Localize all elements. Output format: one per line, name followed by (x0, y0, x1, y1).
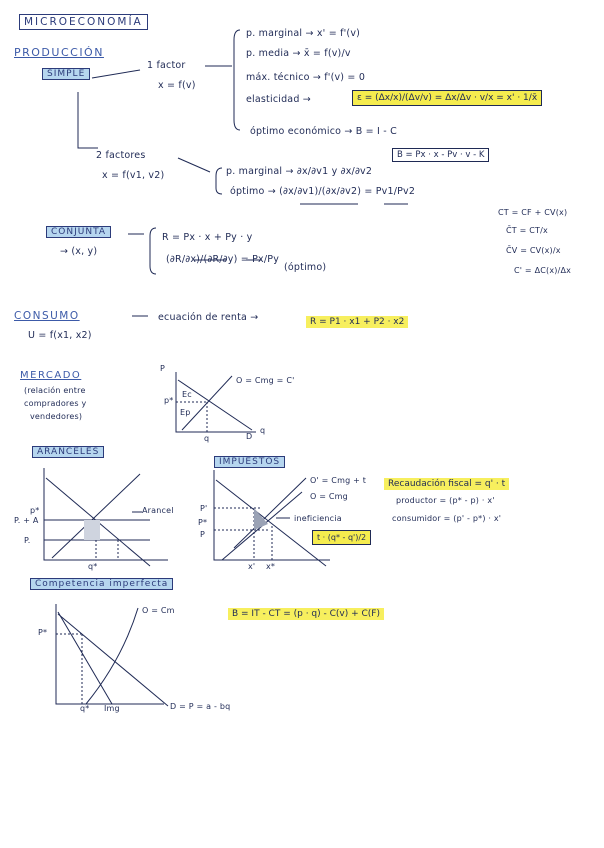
impuestos-inef: ineficiencia (294, 514, 342, 523)
mercado-qstar: q (204, 434, 210, 443)
imperfecta-beneficio: B = IT - CT = (p · q) - C(v) + C(F) (228, 608, 384, 620)
page-title: MICROECONOMÍA (19, 14, 148, 30)
impuestos-inef-formula: t · (q* - q')/2 (312, 530, 371, 545)
consumo-eq: U = f(x1, x2) (28, 330, 92, 341)
imperfecta-d-label: D = P = a - bq (170, 702, 231, 711)
mercado-axis-p: P (160, 364, 166, 373)
mercado-axis-q: q (260, 426, 266, 435)
aranceles-pplus: P. + A (14, 516, 39, 525)
imperfecta-p: P* (38, 628, 48, 637)
un-factor-label: 1 factor (147, 60, 186, 71)
mercado-heading: MERCADO (20, 370, 82, 381)
conjunta-opt: (∂R/∂x)/(∂R/∂y) = Px/Py (166, 254, 280, 265)
maxtecnico-line: máx. técnico → f'(v) = 0 (246, 72, 366, 83)
pm-dos-line: p. marginal → ∂x/∂v1 y ∂x/∂v2 (226, 166, 373, 177)
conjunta-opt-label: (óptimo) (284, 262, 327, 273)
mercado-desc-2: compradores y (24, 399, 87, 408)
mercado-d-label: D (246, 432, 253, 441)
bracket-dos-factores (216, 168, 222, 194)
imperfecta-chart (56, 604, 168, 706)
arrow-simple-to-factor (92, 70, 140, 78)
dos-factores-eq: x = f(v1, v2) (102, 170, 165, 181)
impuestos-recaudacion: Recaudación fiscal = q' · t (384, 478, 509, 490)
renta-eq: R = P1 · x1 + P2 · x2 (306, 316, 408, 328)
impuestos-pstar: P* (198, 518, 208, 527)
un-factor-eq: x = f(v) (158, 80, 196, 91)
mercado-desc-3: vendedores) (30, 412, 83, 421)
impuestos-xprime: x' (248, 562, 256, 571)
simple-label: SIMPLE (42, 68, 90, 80)
pmarginal-line: p. marginal → x' = f'(v) (246, 28, 361, 39)
aranceles-plow: P. (24, 536, 31, 545)
costes-cme: C̄T = CT/x (506, 226, 548, 235)
pmedia-line: p. media → x̄ = f(v)/v (246, 48, 351, 59)
aranceles-qstar: q* (88, 562, 98, 571)
mercado-ep: Ep (180, 408, 191, 417)
imperfecta-img: Img (104, 704, 120, 713)
mercado-pstar: p* (164, 396, 174, 405)
mercado-ec: Ec (182, 390, 192, 399)
bracket-produccion (234, 30, 240, 130)
impuestos-pprime: P' (200, 504, 208, 513)
aranceles-arancel: Arancel (142, 506, 174, 515)
imperfecta-q: q* (80, 704, 90, 713)
costes-cvme: C̄V = CV(x)/x (506, 246, 561, 255)
conjunta-eq: → (x, y) (60, 246, 98, 257)
consumo-heading: CONSUMO (14, 310, 80, 322)
imperfecta-ocm: O = Cm (142, 606, 175, 615)
impuestos-consumidor: consumidor = (p' - p*) · x' (392, 514, 502, 523)
impuestos-p: P (200, 530, 206, 539)
aranceles-chart (44, 468, 168, 566)
bracket-conjunta (150, 228, 156, 274)
consumo-mid: ecuación de renta → (158, 312, 259, 323)
mercado-curve-label: O = Cmg = C' (236, 376, 295, 385)
optimo-line: óptimo económico → B = I - C (250, 126, 397, 137)
produccion-heading: PRODUCCIÓN (14, 46, 104, 59)
dos-factores-label: 2 factores (96, 150, 146, 161)
elasticidad-line: elasticidad → (246, 94, 311, 105)
impuestos-label: IMPUESTOS (214, 456, 285, 468)
elasticidad-formula: ε = (Δx/x)/(Δv/v) = Δx/Δv · v/x = x' · 1/x̄ (352, 90, 542, 106)
impuestos-xstar: x* (266, 562, 276, 571)
impuestos-oprime: O' = Cmg + t (310, 476, 367, 485)
line-to-dos-factores (78, 92, 98, 148)
costes-cmg: C' = ΔC(x)/Δx (514, 266, 572, 275)
conjunta-label: CONJUNTA (46, 226, 111, 238)
mercado-desc-1: (relación entre (24, 386, 86, 395)
arrow-dos-factores (178, 158, 210, 172)
impuestos-o: O = Cmg (310, 492, 348, 501)
impuestos-productor: productor = (p* - p) · x' (396, 496, 495, 505)
imperfecta-label: Competencia imperfecta (30, 578, 173, 590)
aranceles-label: ARANCELES (32, 446, 104, 458)
costes-ct: CT = CF + CV(x) (498, 208, 568, 217)
optimo-box: B = Px · x - Pv · v - K (392, 148, 489, 162)
conjunta-r: R = Px · x + Py · y (162, 232, 253, 243)
optimo-dos-line: óptimo → (∂x/∂v1)/(∂x/∂v2) = Pv1/Pv2 (230, 186, 416, 197)
aranceles-pstar: p* (30, 506, 40, 515)
